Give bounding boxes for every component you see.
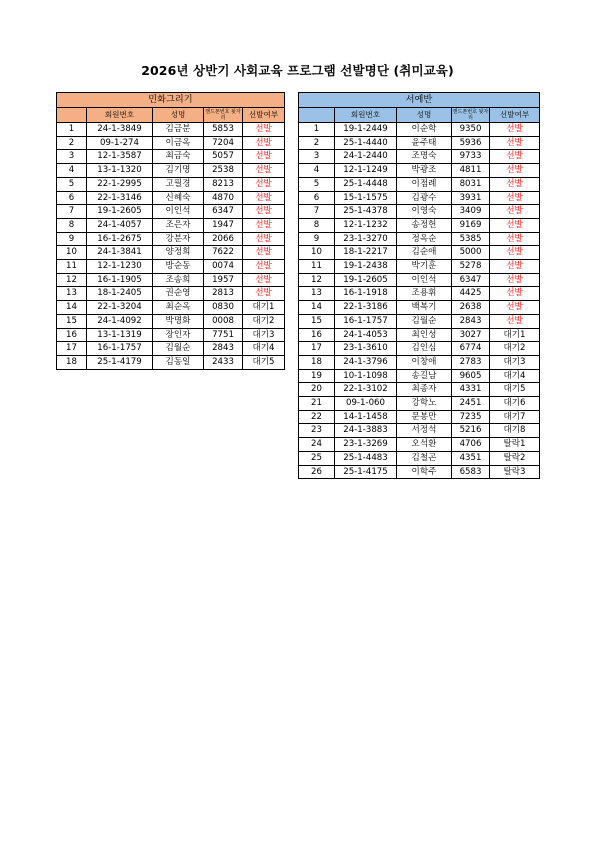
row-number: 10 — [57, 246, 87, 260]
member-id-cell: 24-1-2440 — [335, 150, 397, 164]
table-row — [57, 150, 285, 164]
member-name-cell: 이점례 — [397, 177, 452, 191]
member-name-cell: 최순옥 — [153, 301, 204, 315]
member-name-cell: 강분자 — [153, 232, 204, 246]
member-id-cell: 09-1-274 — [87, 136, 153, 150]
row-number: 23 — [299, 424, 335, 438]
member-name-cell: 김광수 — [397, 191, 452, 205]
phone-last-digits-cell: 8031 — [452, 177, 490, 191]
member-id-cell: 19-1-2449 — [335, 123, 397, 137]
table-row — [57, 260, 285, 274]
selection-status-cell: 선발 — [243, 123, 285, 137]
member-id-cell: 19-1-2605 — [87, 205, 153, 219]
phone-last-digits-cell: 2538 — [204, 164, 243, 178]
member-id-cell: 13-1-1320 — [87, 164, 153, 178]
col-header-no — [57, 108, 87, 123]
selection-status-cell: 대기7 — [490, 410, 540, 424]
table-row — [57, 218, 285, 232]
member-id-cell: 19-1-2438 — [335, 260, 397, 274]
member-name-cell: 김월순 — [397, 314, 452, 328]
table-row — [57, 246, 285, 260]
phone-last-digits-cell: 6774 — [452, 342, 490, 356]
member-id-cell: 12-1-1249 — [335, 164, 397, 178]
table-row — [299, 424, 540, 438]
phone-last-digits-cell: 0008 — [204, 314, 243, 328]
phone-last-digits-cell: 5385 — [452, 232, 490, 246]
selection-status-cell: 선발 — [243, 177, 285, 191]
row-number: 20 — [299, 383, 335, 397]
col-header-selection: 선발여부 — [243, 108, 285, 123]
row-number: 17 — [299, 342, 335, 356]
member-id-cell: 15-1-1575 — [335, 191, 397, 205]
selection-status-cell: 선발 — [243, 150, 285, 164]
member-id-cell: 25-1-4440 — [335, 136, 397, 150]
table-row — [299, 260, 540, 274]
member-name-cell: 김인심 — [397, 342, 452, 356]
member-name-cell: 박기훈 — [397, 260, 452, 274]
phone-last-digits-cell: 4870 — [204, 191, 243, 205]
row-number: 4 — [57, 164, 87, 178]
member-id-cell: 16-1-1757 — [335, 314, 397, 328]
table-row — [57, 301, 285, 315]
member-id-cell: 18-1-2405 — [87, 287, 153, 301]
member-id-cell: 12-1-1230 — [87, 260, 153, 274]
row-number: 16 — [57, 328, 87, 342]
row-number: 13 — [299, 287, 335, 301]
section-title-calligraphy: 서예반 — [299, 93, 540, 108]
section-title-minhwa: 민화그리기 — [57, 93, 285, 108]
table-row — [299, 355, 540, 369]
member-id-cell: 16-1-1918 — [335, 287, 397, 301]
member-id-cell: 22-1-2995 — [87, 177, 153, 191]
member-name-cell: 최인성 — [397, 328, 452, 342]
phone-last-digits-cell: 2433 — [204, 355, 243, 369]
member-name-cell: 김동일 — [153, 355, 204, 369]
member-name-cell: 신혜숙 — [153, 191, 204, 205]
phone-last-digits-cell: 5216 — [452, 424, 490, 438]
member-id-cell: 10-1-1098 — [335, 369, 397, 383]
selection-status-cell: 대기2 — [490, 342, 540, 356]
member-name-cell: 송정헌 — [397, 218, 452, 232]
member-id-cell: 16-1-2675 — [87, 232, 153, 246]
member-id-cell: 23-1-3270 — [335, 232, 397, 246]
row-number: 18 — [299, 355, 335, 369]
selection-status-cell: 선발 — [490, 177, 540, 191]
table-row — [57, 328, 285, 342]
member-id-cell: 25-1-4175 — [335, 465, 397, 479]
table-row — [57, 123, 285, 137]
minhwa-table-body — [57, 123, 285, 370]
table-row — [299, 287, 540, 301]
phone-last-digits-cell: 4351 — [452, 451, 490, 465]
selection-status-cell: 선발 — [243, 287, 285, 301]
selection-status-cell: 선발 — [243, 273, 285, 287]
member-name-cell: 송길남 — [397, 369, 452, 383]
phone-last-digits-cell: 7204 — [204, 136, 243, 150]
member-id-cell: 25-1-4448 — [335, 177, 397, 191]
table-row — [299, 314, 540, 328]
col-header-name: 성명 — [397, 108, 452, 123]
row-number: 11 — [299, 260, 335, 274]
row-number: 8 — [299, 218, 335, 232]
row-number: 18 — [57, 355, 87, 369]
table-row — [299, 328, 540, 342]
table-row — [57, 232, 285, 246]
row-number: 4 — [299, 164, 335, 178]
col-header-member-id: 회원번호 — [87, 108, 153, 123]
selection-status-cell: 대기4 — [243, 342, 285, 356]
row-number: 10 — [299, 246, 335, 260]
member-id-cell: 24-1-4057 — [87, 218, 153, 232]
calligraphy-table — [298, 92, 540, 479]
member-id-cell: 14-1-1458 — [335, 410, 397, 424]
phone-last-digits-cell: 4425 — [452, 287, 490, 301]
table-row — [299, 438, 540, 452]
member-name-cell: 조명숙 — [397, 150, 452, 164]
member-id-cell: 23-1-3269 — [335, 438, 397, 452]
table-row — [57, 136, 285, 150]
selection-status-cell: 선발 — [490, 164, 540, 178]
phone-last-digits-cell: 9605 — [452, 369, 490, 383]
row-number: 11 — [57, 260, 87, 274]
phone-last-digits-cell: 2783 — [452, 355, 490, 369]
member-name-cell: 이영숙 — [397, 205, 452, 219]
member-name-cell: 문봉만 — [397, 410, 452, 424]
table-row — [299, 232, 540, 246]
row-number: 3 — [57, 150, 87, 164]
member-name-cell: 최금숙 — [153, 150, 204, 164]
selection-status-cell: 선발 — [490, 314, 540, 328]
col-header-phone-last: 핸드폰번호 뒷자리 — [452, 109, 489, 121]
selection-status-cell: 대기1 — [490, 328, 540, 342]
phone-last-digits-cell: 3931 — [452, 191, 490, 205]
selection-status-cell: 선발 — [243, 191, 285, 205]
table-row — [57, 287, 285, 301]
phone-last-digits-cell: 2843 — [204, 342, 243, 356]
row-number: 3 — [299, 150, 335, 164]
member-name-cell: 김월순 — [153, 342, 204, 356]
row-number: 14 — [57, 301, 87, 315]
row-number: 1 — [299, 123, 335, 137]
phone-last-digits-cell: 4706 — [452, 438, 490, 452]
table-row — [57, 191, 285, 205]
member-name-cell: 정옥순 — [397, 232, 452, 246]
row-number: 6 — [299, 191, 335, 205]
row-number: 26 — [299, 465, 335, 479]
selection-status-cell: 대기3 — [243, 328, 285, 342]
member-name-cell: 강학노 — [397, 397, 452, 411]
row-number: 15 — [57, 314, 87, 328]
selection-status-cell: 선발 — [490, 136, 540, 150]
member-id-cell: 24-1-3849 — [87, 123, 153, 137]
page-title: 2026년 상반기 사회교육 프로그램 선발명단 (취미교육) — [141, 63, 454, 78]
selection-status-cell: 선발 — [490, 205, 540, 219]
member-name-cell: 오석환 — [397, 438, 452, 452]
table-row — [299, 150, 540, 164]
table-row — [57, 355, 285, 369]
table-row — [299, 191, 540, 205]
selection-status-cell: 대기5 — [243, 355, 285, 369]
member-name-cell: 고필경 — [153, 177, 204, 191]
row-number: 8 — [57, 218, 87, 232]
phone-last-digits-cell: 6347 — [204, 205, 243, 219]
table-row — [299, 123, 540, 137]
selection-status-cell: 선발 — [490, 123, 540, 137]
selection-status-cell: 대기8 — [490, 424, 540, 438]
table-row — [299, 397, 540, 411]
member-name-cell: 박명화 — [153, 314, 204, 328]
member-name-cell: 권순영 — [153, 287, 204, 301]
member-name-cell: 조용휘 — [397, 287, 452, 301]
phone-last-digits-cell: 0074 — [204, 260, 243, 274]
table-row — [299, 342, 540, 356]
phone-last-digits-cell: 2638 — [452, 301, 490, 315]
row-number: 12 — [299, 273, 335, 287]
member-id-cell: 22-1-3146 — [87, 191, 153, 205]
row-number: 17 — [57, 342, 87, 356]
row-number: 13 — [57, 287, 87, 301]
row-number: 25 — [299, 451, 335, 465]
member-name-cell: 박광조 — [397, 164, 452, 178]
phone-last-digits-cell: 5057 — [204, 150, 243, 164]
member-id-cell: 22-1-3186 — [335, 301, 397, 315]
col-header-name: 성명 — [153, 108, 204, 123]
row-number: 1 — [57, 123, 87, 137]
phone-last-digits-cell: 7751 — [204, 328, 243, 342]
selection-status-cell: 선발 — [243, 205, 285, 219]
row-number: 15 — [299, 314, 335, 328]
phone-last-digits-cell: 1947 — [204, 218, 243, 232]
table-row — [299, 136, 540, 150]
table-row — [299, 301, 540, 315]
table-row — [57, 342, 285, 356]
phone-last-digits-cell: 9350 — [452, 123, 490, 137]
selection-status-cell: 선발 — [490, 191, 540, 205]
calligraphy-table-body — [299, 123, 540, 479]
member-name-cell: 이인석 — [153, 205, 204, 219]
phone-last-digits-cell: 7235 — [452, 410, 490, 424]
table-row — [299, 410, 540, 424]
row-number: 22 — [299, 410, 335, 424]
member-id-cell: 22-1-3204 — [87, 301, 153, 315]
member-name-cell: 이학주 — [397, 465, 452, 479]
selection-status-cell: 선발 — [243, 246, 285, 260]
phone-last-digits-cell: 4331 — [452, 383, 490, 397]
phone-last-digits-cell: 8213 — [204, 177, 243, 191]
member-name-cell: 윤주태 — [397, 136, 452, 150]
member-id-cell: 16-1-1905 — [87, 273, 153, 287]
row-number: 5 — [57, 177, 87, 191]
row-number: 7 — [299, 205, 335, 219]
member-id-cell: 25-1-4378 — [335, 205, 397, 219]
phone-last-digits-cell: 0830 — [204, 301, 243, 315]
phone-last-digits-cell: 9733 — [452, 150, 490, 164]
table-row — [299, 177, 540, 191]
selection-status-cell: 대기5 — [490, 383, 540, 397]
member-name-cell: 서정석 — [397, 424, 452, 438]
member-name-cell: 김기명 — [153, 164, 204, 178]
selection-status-cell: 대기3 — [490, 355, 540, 369]
member-id-cell: 12-1-3587 — [87, 150, 153, 164]
selection-status-cell: 선발 — [243, 260, 285, 274]
phone-last-digits-cell: 2451 — [452, 397, 490, 411]
phone-last-digits-cell: 2813 — [204, 287, 243, 301]
row-number: 5 — [299, 177, 335, 191]
selection-status-cell: 선발 — [490, 260, 540, 274]
selection-status-cell: 탈락2 — [490, 451, 540, 465]
member-name-cell: 김금분 — [153, 123, 204, 137]
col-header-phone-last: 핸드폰번호 뒷자리 — [205, 109, 241, 121]
member-name-cell: 김순애 — [397, 246, 452, 260]
member-id-cell: 13-1-1319 — [87, 328, 153, 342]
table-row — [57, 205, 285, 219]
table-row — [299, 164, 540, 178]
phone-last-digits-cell: 2843 — [452, 314, 490, 328]
phone-last-digits-cell: 7622 — [204, 246, 243, 260]
row-number: 14 — [299, 301, 335, 315]
row-number: 9 — [299, 232, 335, 246]
table-row — [299, 369, 540, 383]
selection-status-cell: 선발 — [490, 273, 540, 287]
table-row — [57, 164, 285, 178]
selection-status-cell: 탈락3 — [490, 465, 540, 479]
row-number: 2 — [299, 136, 335, 150]
col-header-member-id: 회원번호 — [335, 108, 397, 123]
phone-last-digits-cell: 1957 — [204, 273, 243, 287]
row-number: 7 — [57, 205, 87, 219]
phone-last-digits-cell: 5000 — [452, 246, 490, 260]
selection-status-cell: 선발 — [490, 246, 540, 260]
phone-last-digits-cell: 5936 — [452, 136, 490, 150]
phone-last-digits-cell: 6583 — [452, 465, 490, 479]
selection-status-cell: 선발 — [490, 218, 540, 232]
member-name-cell: 장인자 — [153, 328, 204, 342]
selection-status-cell: 선발 — [243, 232, 285, 246]
member-id-cell: 18-1-2217 — [335, 246, 397, 260]
phone-last-digits-cell: 4811 — [452, 164, 490, 178]
member-name-cell: 백복기 — [397, 301, 452, 315]
member-id-cell: 19-1-2605 — [335, 273, 397, 287]
row-number: 12 — [57, 273, 87, 287]
selection-status-cell: 선발 — [490, 232, 540, 246]
selection-status-cell: 선발 — [243, 164, 285, 178]
minhwa-table — [56, 92, 285, 370]
selection-status-cell: 선발 — [490, 301, 540, 315]
row-number: 9 — [57, 232, 87, 246]
selection-status-cell: 탈락1 — [490, 438, 540, 452]
col-header-no — [299, 108, 335, 123]
table-row — [57, 177, 285, 191]
table-row — [299, 451, 540, 465]
phone-last-digits-cell: 2066 — [204, 232, 243, 246]
member-name-cell: 이인석 — [397, 273, 452, 287]
phone-last-digits-cell: 9169 — [452, 218, 490, 232]
member-id-cell: 24-1-3841 — [87, 246, 153, 260]
table-row — [299, 465, 540, 479]
selection-status-cell: 선발 — [243, 218, 285, 232]
row-number: 21 — [299, 397, 335, 411]
table-row — [299, 218, 540, 232]
selection-status-cell: 대기2 — [243, 314, 285, 328]
row-number: 6 — [57, 191, 87, 205]
member-id-cell: 09-1-060 — [335, 397, 397, 411]
col-header-selection: 선발여부 — [490, 108, 540, 123]
member-name-cell: 최종자 — [397, 383, 452, 397]
member-id-cell: 22-1-3102 — [335, 383, 397, 397]
phone-last-digits-cell: 3027 — [452, 328, 490, 342]
member-id-cell: 16-1-1757 — [87, 342, 153, 356]
member-id-cell: 24-1-3883 — [335, 424, 397, 438]
table-row — [57, 314, 285, 328]
member-name-cell: 이창애 — [397, 355, 452, 369]
phone-last-digits-cell: 5278 — [452, 260, 490, 274]
member-name-cell: 양정희 — [153, 246, 204, 260]
row-number: 19 — [299, 369, 335, 383]
selection-status-cell: 대기6 — [490, 397, 540, 411]
member-id-cell: 12-1-1232 — [335, 218, 397, 232]
member-name-cell: 김철곤 — [397, 451, 452, 465]
table-row — [299, 205, 540, 219]
member-id-cell: 25-1-4179 — [87, 355, 153, 369]
row-number: 2 — [57, 136, 87, 150]
selection-status-cell: 선발 — [243, 136, 285, 150]
member-name-cell: 이금옥 — [153, 136, 204, 150]
member-name-cell: 조송희 — [153, 273, 204, 287]
row-number: 16 — [299, 328, 335, 342]
table-row — [299, 246, 540, 260]
member-id-cell: 25-1-4483 — [335, 451, 397, 465]
phone-last-digits-cell: 6347 — [452, 273, 490, 287]
member-name-cell: 이순학 — [397, 123, 452, 137]
table-row — [299, 273, 540, 287]
selection-status-cell: 선발 — [490, 150, 540, 164]
selection-status-cell: 대기1 — [243, 301, 285, 315]
member-name-cell: 조은자 — [153, 218, 204, 232]
table-row — [299, 383, 540, 397]
row-number: 24 — [299, 438, 335, 452]
member-name-cell: 방순동 — [153, 260, 204, 274]
selection-status-cell: 대기4 — [490, 369, 540, 383]
member-id-cell: 24-1-4053 — [335, 328, 397, 342]
member-id-cell: 23-1-3610 — [335, 342, 397, 356]
member-id-cell: 24-1-4092 — [87, 314, 153, 328]
member-id-cell: 24-1-3796 — [335, 355, 397, 369]
selection-status-cell: 선발 — [490, 287, 540, 301]
table-row — [57, 273, 285, 287]
phone-last-digits-cell: 3409 — [452, 205, 490, 219]
phone-last-digits-cell: 5853 — [204, 123, 243, 137]
